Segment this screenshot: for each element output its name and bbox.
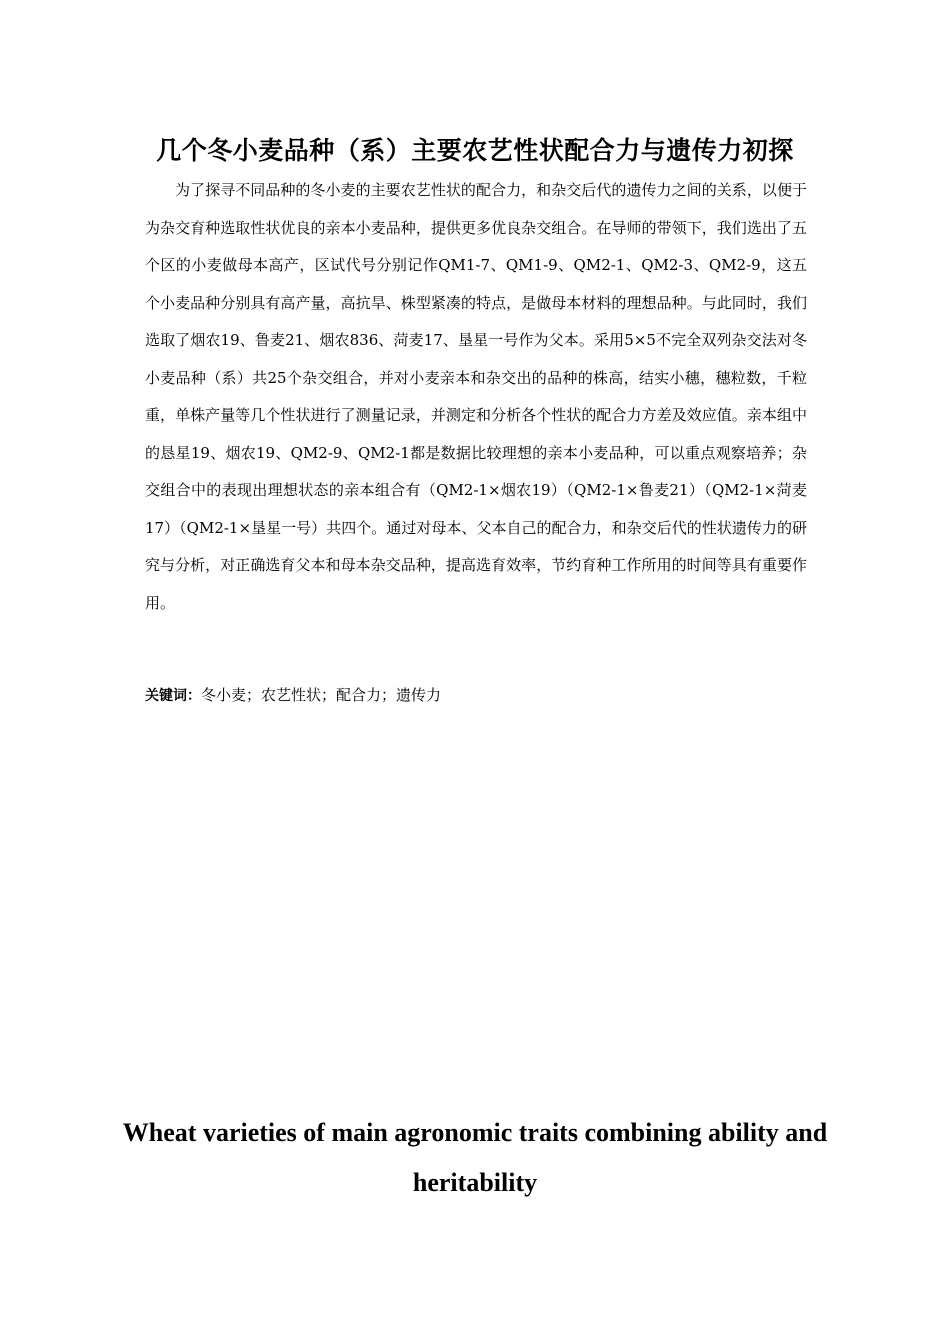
keywords-label: 关键词： <box>145 688 201 704</box>
keywords-line <box>145 679 807 712</box>
chinese-abstract: 为了探寻不同品种的冬小麦的主要农艺性状的配合力，和杂交后代的遗传力之间的关系，以便于为杂交育种选取性状优良的亲本小麦品种，提供更多优良杂交组合。在导师的带领下，我们选出了五个区的小麦做母本高产，区试代号分别记作QM1-7、QM1-9、QM2-1、QM2-3、QM2-9，这五个小麦品种分别具有高产量，高抗旱、株型紧凑的特点，是做母本材料的理想品种。与此同时，我们选取了烟农19、鲁麦21、烟农836、菏麦17、垦星一号作为父本。采用5×5不完全双列杂交法对冬小麦品种（系）共25个杂交组合，并对小麦亲本和杂交出的品种的株高，结实小穗，穗粒数，千粒重，单株产量等几个性状进行了测量记录，并测定和分析各个性状的配合力方差及效应值。亲本组中的恳星19、烟农19、QM2-9、QM2-1都是数据比较理想的亲本小麦品种，可以重点观察培养；杂交组合中的表现出理想状态的亲本组合有（QM2-1×烟农19）（QM2-1×鲁麦21）（QM2-1×菏麦17）（QM2-1×垦星一号）共四个。通过对母本、父本自己的配合力，和杂交后代的性状遗传力的研究与分析，对正确选育父本和母本杂交品种，提高选育效率，节约育种工作所用的时间等具有重要作用。 <box>145 181 807 612</box>
keywords-list: 冬小麦；农艺性状；配合力；遗传力 <box>201 686 442 704</box>
english-title: Wheat varieties of main agronomic traits combining ability and heritability <box>122 1118 828 1197</box>
chinese-title: 几个冬小麦品种（系）主要农艺性状配合力与遗传力初探 <box>156 136 794 165</box>
